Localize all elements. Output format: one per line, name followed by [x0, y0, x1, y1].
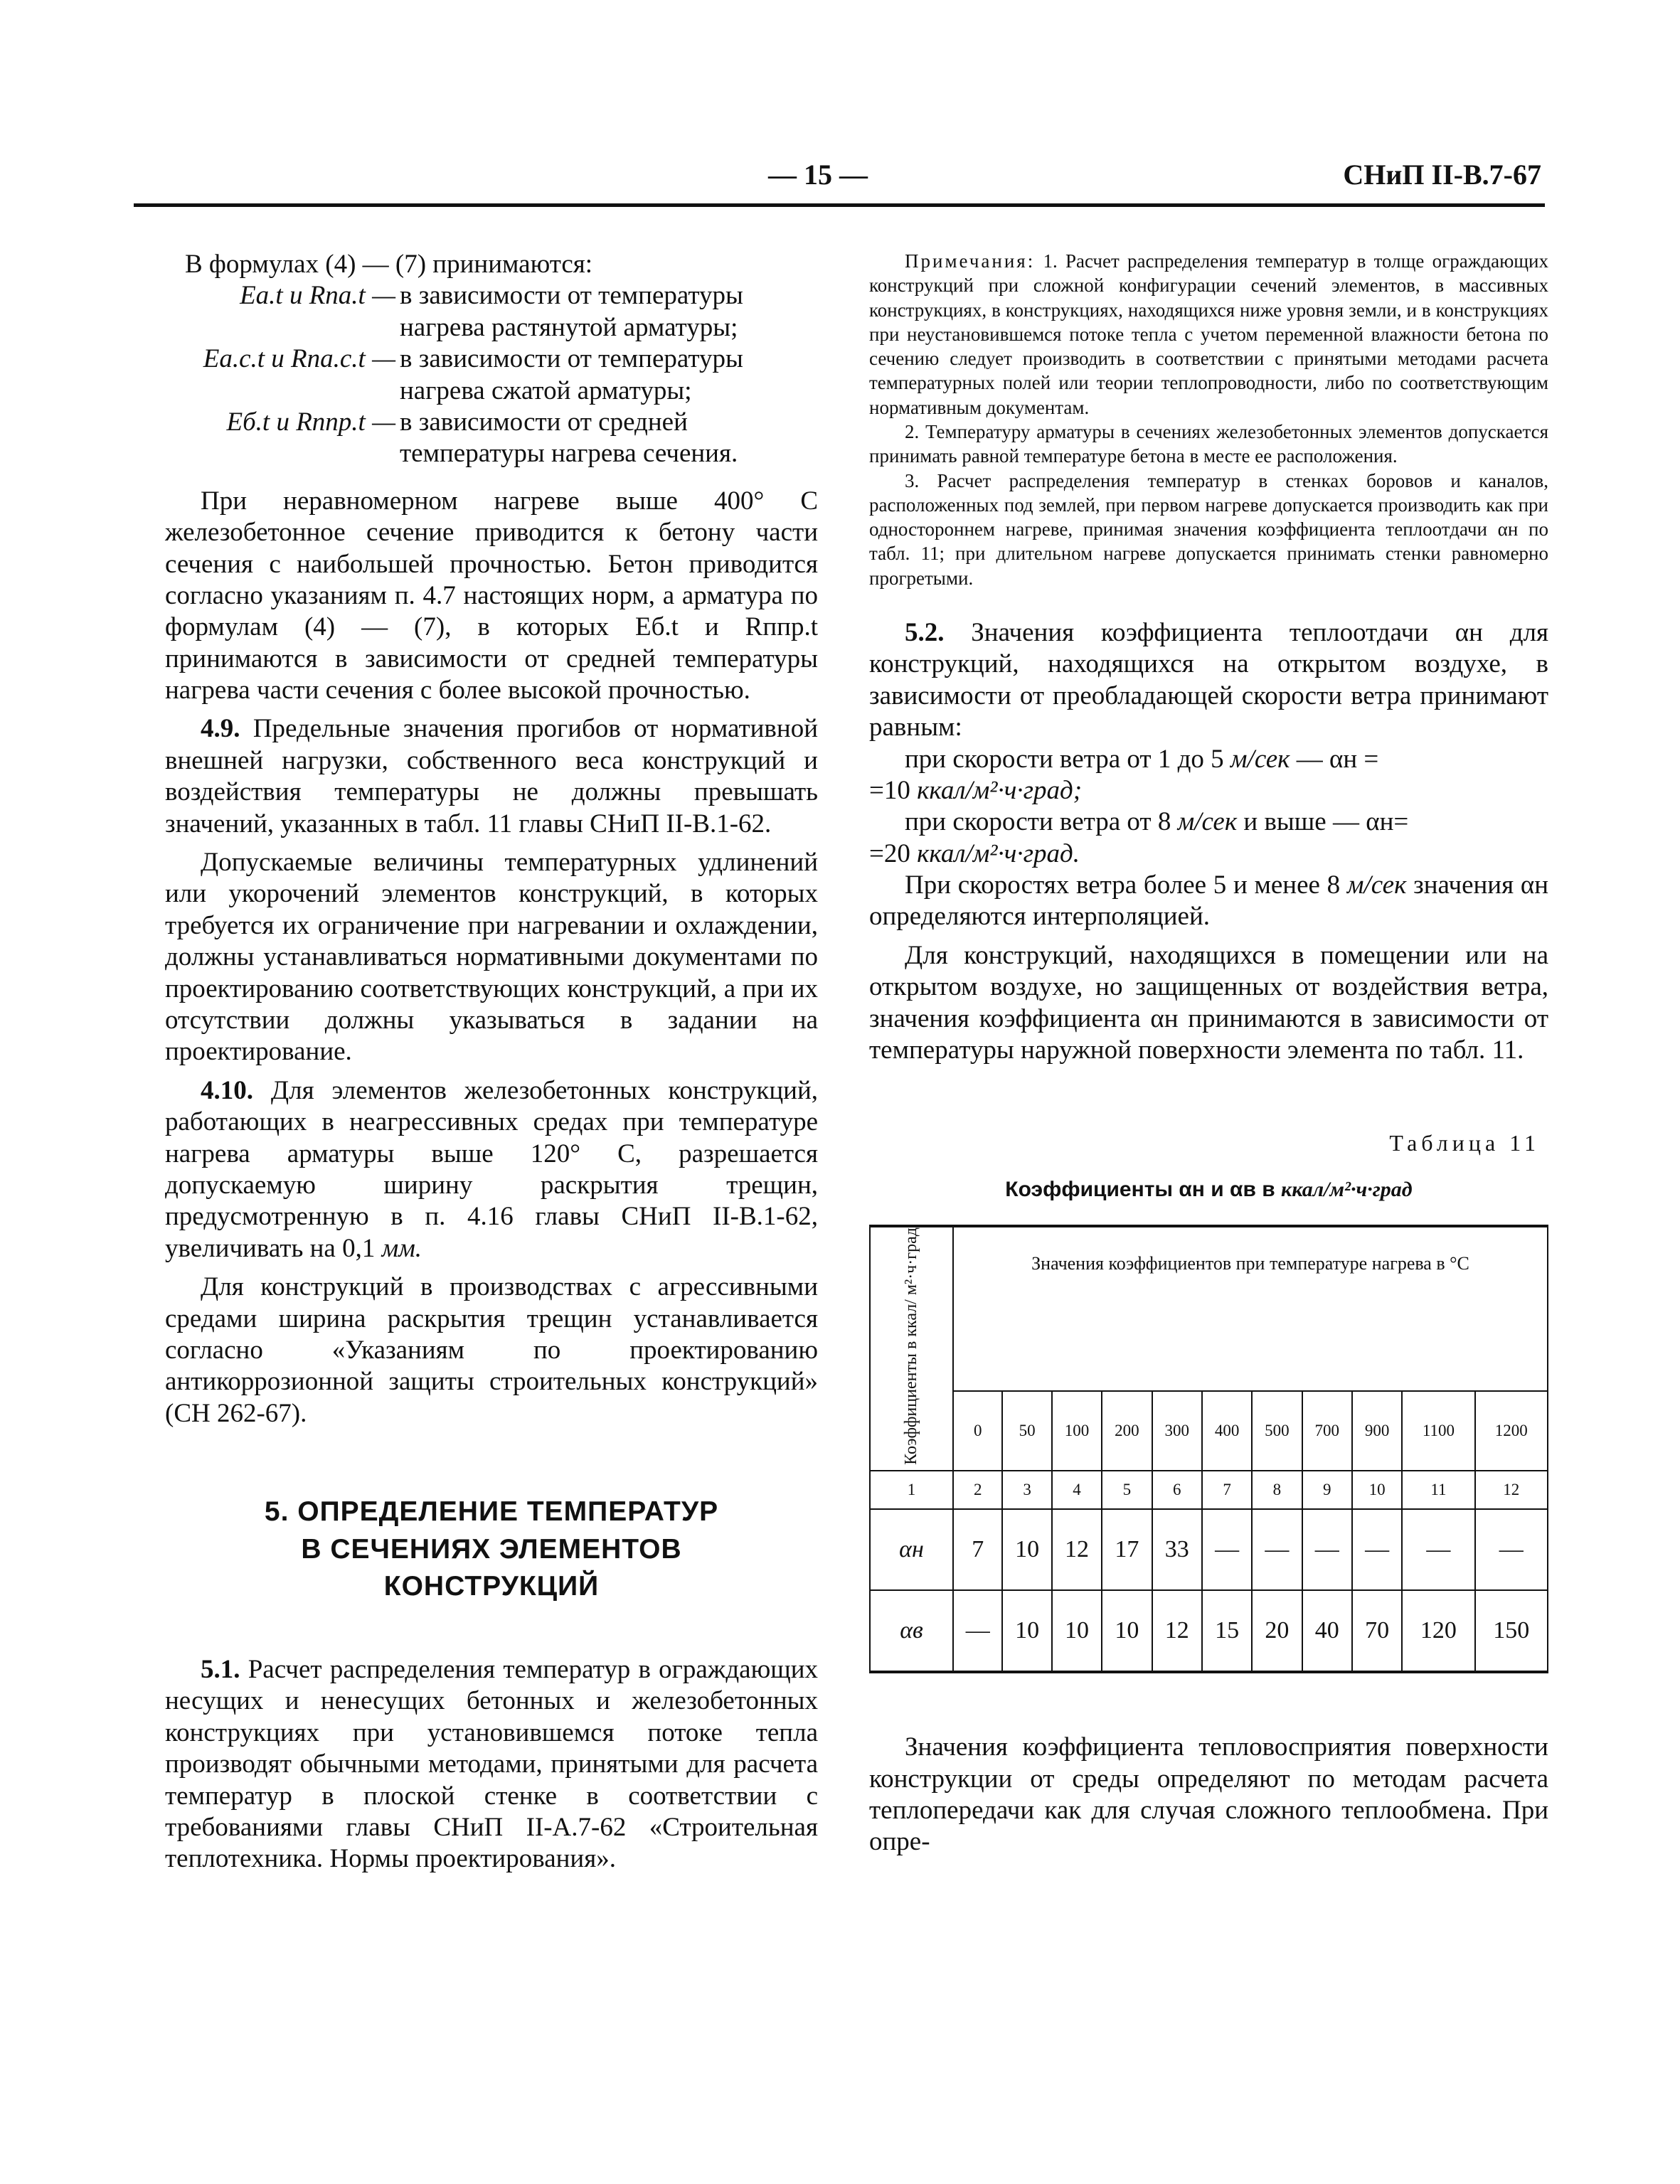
unit-text: ккал/м²·ч·град: [1281, 1178, 1413, 1202]
value-cell: —: [1302, 1509, 1352, 1590]
note-text: 1. Расчет распределения температур в толще ограждающих конструкций при сложной конфигурации сечений элементов, в массивных конструкциях, в конструкциях, находящихся ниже уровня земли, и в конструкциях при неустановившемся потоке тепла с учетом переменной влажности бетона по сечению следует производить в соответствии с принятыми методами расчета температурных полей или теории теплопроводности, либо по соответствующим нормативным документам.: [869, 250, 1549, 418]
value-cell: 120: [1402, 1590, 1474, 1672]
value: =10: [869, 775, 918, 805]
section-heading: [165, 1493, 818, 1606]
paragraph-aggressive-media: Для конструкций в производствах с агрессивными средами ширина раскрытия трещин устанавливается согласно «Указаниям по проектированию антикоррозионной защиты строительных конструкций» (СН 262-67).: [165, 1272, 818, 1428]
clause-text: Предельные значения прогибов от нормативной внешней нагрузки, собственного веса конструкций и воздействия температуры не должны превышать значений, указанных в табл. 11 главы СНиП II-В.1-62.: [165, 714, 819, 838]
temperature-cell: 500: [1252, 1391, 1302, 1471]
text: При скоростях ветра более 5 и менее 8: [905, 870, 1347, 900]
wind-speed-line-2: [869, 806, 1548, 838]
corner-cell: [870, 1226, 953, 1471]
definition-symbol: Eб.t и Rппр.t —: [226, 407, 395, 437]
note-1: [869, 249, 1548, 420]
document-code: СНиП II-В.7-67: [1343, 159, 1541, 191]
note-3: 3. Расчет распределения температур в стенках боровов и каналов, расположенных под землей, при первом нагреве допускается производить как при одностороннем нагреве, принимая значения коэффициента теплоотдачи αн по табл. 11; при длительном нагреве допускается принимать стенки равномерно прогретыми.: [869, 469, 1548, 589]
text: — αн =: [1290, 744, 1379, 774]
unit-text: м/сек: [1346, 870, 1407, 900]
value-cell: 10: [1052, 1590, 1102, 1672]
temperature-cell: 400: [1202, 1391, 1252, 1471]
definition-row: [165, 280, 818, 343]
definition-row: [165, 343, 818, 407]
paragraph-interpolation: [869, 870, 1548, 933]
wind-speed-value-2: [869, 838, 1548, 870]
value-cell: 17: [1102, 1509, 1152, 1590]
text: при скорости ветра от 8: [905, 807, 1178, 837]
paragraph-5-2: [869, 617, 1548, 744]
temperature-cell: 300: [1152, 1391, 1202, 1471]
notes-block: [869, 249, 1548, 590]
table-title: [869, 1178, 1548, 1202]
wind-speed-line-1: [869, 744, 1548, 775]
column-number-cell: 3: [1002, 1471, 1051, 1509]
table-row: [870, 1590, 1548, 1672]
table-caption: Таблица 11: [1389, 1130, 1540, 1156]
paragraph-4-10: [165, 1075, 818, 1264]
definition-symbol: Ea.t и Rпa.t —: [240, 281, 395, 311]
value-cell: —: [1202, 1509, 1252, 1590]
definition-text: в зависимости от температуры нагрева сжатой арматуры;: [400, 344, 743, 405]
value-cell: 10: [1002, 1590, 1051, 1672]
value-cell: 40: [1302, 1590, 1352, 1672]
column-number-cell: 7: [1202, 1471, 1252, 1509]
value-cell: 10: [1102, 1590, 1152, 1672]
text: и выше — αн=: [1237, 807, 1409, 837]
definition-text: в зависимости от температуры нагрева растянутой арматуры;: [400, 281, 743, 342]
unit-text: ккал/м²·ч·град;: [917, 775, 1083, 805]
temperature-cell: 100: [1052, 1391, 1102, 1471]
temperature-row: [870, 1391, 1548, 1471]
text: Коэффициенты αн и αв в: [1005, 1178, 1282, 1202]
column-number-cell: 5: [1102, 1471, 1152, 1509]
group-header-cell: Значения коэффициентов при температуре нагрева в °С: [953, 1226, 1548, 1390]
value-cell: 20: [1252, 1590, 1302, 1672]
clause-number: 5.1.: [201, 1654, 240, 1684]
value-cell: —: [1252, 1509, 1302, 1590]
clause-number: 4.10.: [201, 1075, 253, 1105]
paragraph-5-2-block: [869, 617, 1548, 1066]
unit-text: м/сек: [1177, 807, 1238, 837]
column-number-cell: 8: [1252, 1471, 1302, 1509]
right-column: [869, 249, 1548, 1858]
value-cell: 15: [1202, 1590, 1252, 1672]
temperature-cell: 700: [1302, 1391, 1352, 1471]
heading-line: В СЕЧЕНИЯХ ЭЛЕМЕНТОВ: [301, 1533, 682, 1565]
clause-text: Расчет распределения температур в ограждающих несущих и ненесущих бетонных и железобетонных конструкциях при установившемся потоке тепла производят обычными методами, принятыми для расчета температур в плоской стенке в соответствии с требованиями главы СНиП II-А.7-62 «Строительная теплотехника. Нормы проектирования».: [165, 1654, 818, 1874]
temperature-cell: 200: [1102, 1391, 1152, 1471]
header-rule: [134, 203, 1545, 207]
value-cell: 150: [1475, 1590, 1548, 1672]
column-number-cell: 10: [1352, 1471, 1402, 1509]
column-number-cell: 12: [1475, 1471, 1548, 1509]
page-number: — 15 —: [768, 159, 868, 191]
definition-row: [165, 407, 818, 470]
value-cell: 70: [1352, 1590, 1402, 1672]
note-2: 2. Температуру арматуры в сечениях железобетонных элементов допускается принимать равной температуре бетона в месте ее расположения.: [869, 420, 1548, 467]
paragraph-allowed-elongations: Допускаемые величины температурных удлинений или укорочений элементов конструкций, в которых требуется их ограничение при нагревании и охлаждении, должны устанавливаться нормативными документами по проектированию соответствующих конструкций, а при их отсутствии должны указываться в задании на проектирование.: [165, 848, 818, 1067]
paragraph-uneven-heating: При неравномерном нагреве выше 400° С железобетонное сечение приводится к бетону части сечения с наибольшей прочностью. Бетон приводится согласно указаниям п. 4.7 настоящих норм, а арматура по формулам (4) — (7), в которых Eб.t и Rппр.t принимаются в зависимости от средней температуры нагрева части сечения с более высокой прочностью.: [165, 486, 818, 705]
notes-label: Примечания:: [905, 250, 1036, 272]
text: при скорости ветра от 1 до 5: [905, 744, 1230, 774]
temperature-cell: 1200: [1475, 1391, 1548, 1471]
row-label-cell: αв: [870, 1590, 953, 1672]
value-cell: —: [953, 1590, 1002, 1672]
temperature-cell: 900: [1352, 1391, 1402, 1471]
clause-number: 4.9.: [201, 714, 240, 744]
value-cell: 7: [953, 1509, 1002, 1590]
value-cell: —: [1352, 1509, 1402, 1590]
paragraph-5-1: [165, 1654, 818, 1875]
unit-text: м/сек: [1230, 744, 1290, 774]
corner-label: Коэффициенты в ккал/ м²·ч·град: [901, 1227, 920, 1466]
value-cell: 12: [1152, 1590, 1202, 1672]
definition-text: в зависимости от средней температуры нагрева сечения.: [400, 407, 738, 469]
value-cell: 12: [1052, 1509, 1102, 1590]
wind-speed-value-1: [869, 775, 1548, 806]
temperature-cell: 0: [953, 1391, 1002, 1471]
value-cell: —: [1402, 1509, 1474, 1590]
column-number-cell: 6: [1152, 1471, 1202, 1509]
value-cell: 33: [1152, 1509, 1202, 1590]
column-number-cell: 4: [1052, 1471, 1102, 1509]
value-cell: 10: [1002, 1509, 1051, 1590]
definition-symbol: Ea.c.t и Rпa.c.t —: [203, 344, 395, 374]
paragraph-heat-absorption-block: [869, 1732, 1548, 1858]
column-number-cell: 1: [870, 1471, 953, 1509]
column-number-cell: 11: [1402, 1471, 1474, 1509]
formulas-intro: В формулах (4) — (7) принимаются:: [185, 250, 593, 279]
table-header-row: [870, 1226, 1548, 1390]
column-number-row: [870, 1471, 1548, 1509]
paragraph-heat-absorption: Значения коэффициента тепловосприятия поверхности конструкции от среды определяют по методам расчета теплопередачи как для случая сложного теплообмена. При опре-: [869, 1732, 1548, 1857]
column-number-cell: 9: [1302, 1471, 1352, 1509]
table-row: [870, 1509, 1548, 1590]
column-number-cell: 2: [953, 1471, 1002, 1509]
paragraph-4-9: [165, 713, 818, 840]
unit-text: ккал/м²·ч·град.: [917, 838, 1080, 868]
text: значения αн определяются интерполяцией.: [869, 870, 1549, 932]
heading-line: 5. ОПРЕДЕЛЕНИЕ ТЕМПЕРАТУР: [264, 1496, 719, 1528]
clause-text: Значения коэффициента теплоотдачи αн для конструкций, находящихся на открытом воздухе, в зависимости от преобладающей скорости ветра принимают равным:: [869, 617, 1548, 742]
left-column: [165, 249, 818, 1875]
row-label-cell: αн: [870, 1509, 953, 1590]
unit-text: мм.: [381, 1233, 422, 1263]
value-cell: —: [1475, 1509, 1548, 1590]
value: =20: [869, 838, 918, 868]
clause-number: 5.2.: [905, 617, 945, 647]
temperature-cell: 1100: [1402, 1391, 1474, 1471]
coefficients-table: [869, 1225, 1548, 1673]
paragraph-indoor: Для конструкций, находящихся в помещении или на открытом воздухе, но защищенных от воздействия ветра, значения коэффициента αн принимаются в зависимости от температуры наружной поверхности элемента по табл. 11.: [869, 940, 1548, 1065]
clause-text: Для элементов железобетонных конструкций, работающих в неагрессивных средах при температуре нагрева арматуры выше 120° С, разрешается допускаемую ширину раскрытия трещин, предусмотренную в п. 4.16 главы СНиП II-В.1-62, увеличивать на 0,1: [165, 1075, 819, 1263]
temperature-cell: 50: [1002, 1391, 1051, 1471]
heading-line: КОНСТРУКЦИЙ: [383, 1571, 600, 1602]
